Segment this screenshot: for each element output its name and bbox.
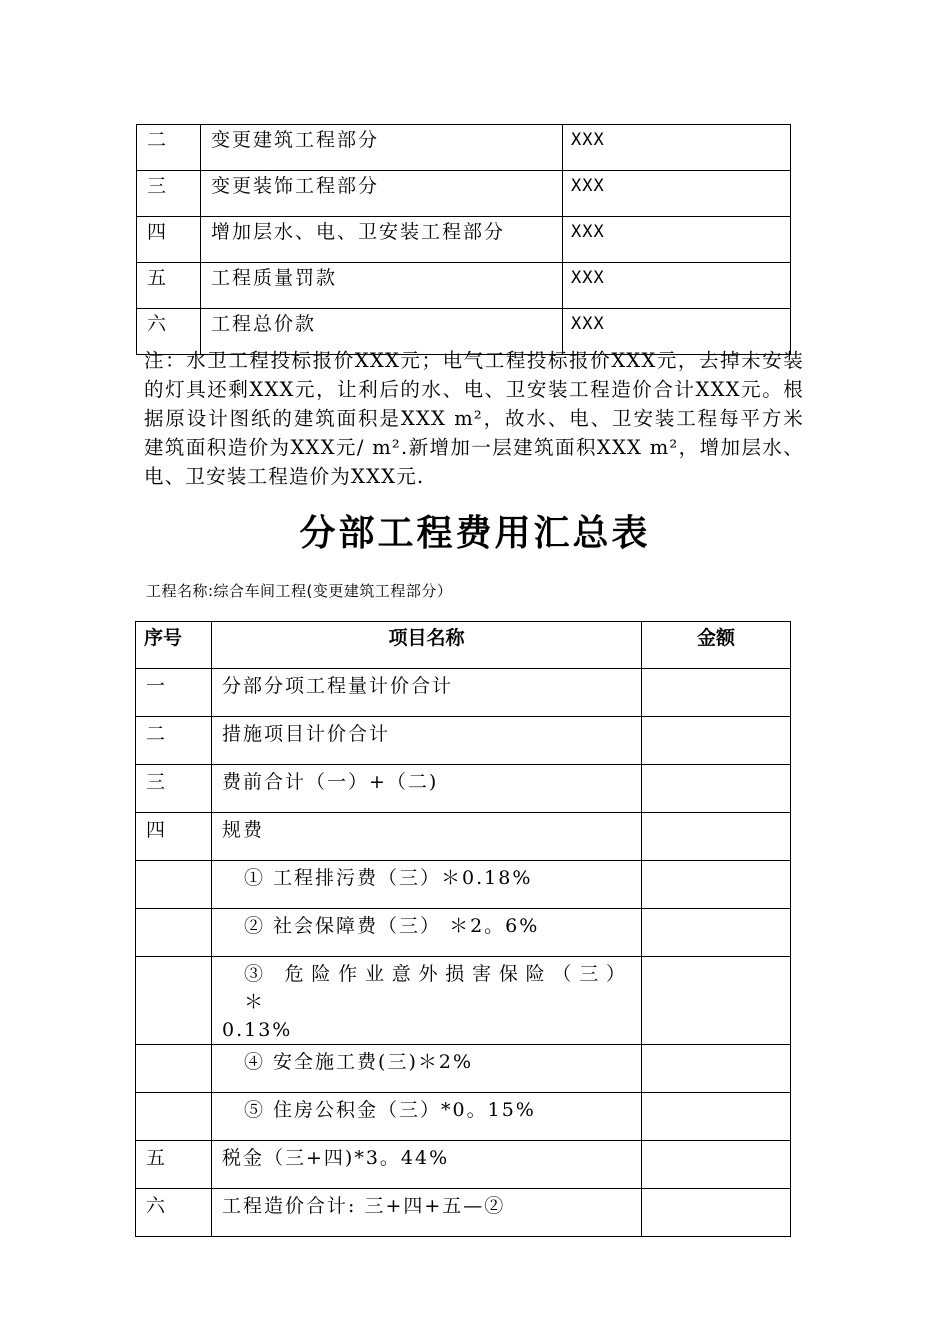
- row-number: 五: [137, 263, 201, 309]
- table-row: [136, 717, 791, 765]
- row-item-name: ② 社会保障费（三） ＊2。6%: [212, 909, 642, 957]
- row-number: 四: [136, 813, 212, 861]
- row-item-name: ⑤ 住房公积金（三）*0。15%: [212, 1093, 642, 1141]
- row-item-name: 税金（三+四)*3。44%: [212, 1141, 642, 1189]
- row-number: 六: [137, 309, 201, 355]
- row-amount: [642, 717, 791, 765]
- row-item-name: 变更建筑工程部分: [201, 125, 563, 171]
- row-number: [136, 861, 212, 909]
- row-item-name: 措施项目计价合计: [212, 717, 642, 765]
- header-number: 序号: [136, 622, 212, 669]
- note-paragraph: 注：水卫工程投标报价XXX元；电气工程投标报价XXX元，去掉未安装的灯具还剩XXX元，让利后的水、电、卫安装工程造价合计XXX元。根据原设计图纸的建筑面积是XXX m²，故水、电、卫安装工程每平方米建筑面积造价为XXX元/ m².新增加一层建筑面积XXX m²，增加层水、电、卫安装工程造价为XXX元.: [144, 349, 804, 488]
- cost-summary-table-continued: [136, 124, 791, 355]
- row-amount: [642, 1093, 791, 1141]
- row-item-name: 规费: [212, 813, 642, 861]
- row-number: 三: [137, 171, 201, 217]
- row-number: 六: [136, 1189, 212, 1237]
- table-row: [137, 125, 791, 171]
- cost-summary-table: [135, 621, 791, 1237]
- table-row: [136, 669, 791, 717]
- table-row: [136, 1093, 791, 1141]
- row-item-name: 分部分项工程量计价合计: [212, 669, 642, 717]
- row-number: 二: [136, 717, 212, 765]
- row-amount: XXX: [563, 309, 791, 355]
- row-number: 五: [136, 1141, 212, 1189]
- row-item-name: 增加层水、电、卫安装工程部分: [201, 217, 563, 263]
- row-amount: [642, 813, 791, 861]
- row-item-name: 工程造价合计: 三+四+五—②: [212, 1189, 642, 1237]
- table-row: [136, 909, 791, 957]
- row-item-name: ④ 安全施工费(三)＊2%: [212, 1045, 642, 1093]
- row-number: [136, 909, 212, 957]
- row-amount: XXX: [563, 263, 791, 309]
- row-item-name: ① 工程排污费（三）＊0.18%: [212, 861, 642, 909]
- row-item-name-continued: 0.13%: [222, 1019, 293, 1041]
- project-name: 工程名称:综合车间工程(变更建筑工程部分）: [146, 582, 453, 600]
- row-number: 二: [137, 125, 201, 171]
- row-item-name: 费前合计（一）+（二): [212, 765, 642, 813]
- table-row: [137, 171, 791, 217]
- row-amount: [642, 765, 791, 813]
- table-row: [136, 861, 791, 909]
- row-item-name: 变更装饰工程部分: [201, 171, 563, 217]
- row-amount: XXX: [563, 217, 791, 263]
- table-row: [137, 263, 791, 309]
- header-item-name: 项目名称: [212, 622, 642, 669]
- row-item-name-cell: [212, 957, 642, 1045]
- row-item-name: ③ 危险作业意外损害保险（三）＊: [244, 963, 631, 1013]
- row-amount: XXX: [563, 171, 791, 217]
- table-row: [136, 957, 791, 1045]
- table-header-row: [136, 622, 791, 669]
- table-row: [137, 217, 791, 263]
- row-number: 一: [136, 669, 212, 717]
- row-amount: [642, 1189, 791, 1237]
- row-item-name: 工程质量罚款: [201, 263, 563, 309]
- row-number: [136, 957, 212, 1045]
- row-amount: XXX: [563, 125, 791, 171]
- table-row: [136, 1141, 791, 1189]
- row-amount: [642, 1141, 791, 1189]
- table-row: [136, 1189, 791, 1237]
- row-number: [136, 1045, 212, 1093]
- table-row: [136, 765, 791, 813]
- row-item-name: 工程总价款: [201, 309, 563, 355]
- row-number: 三: [136, 765, 212, 813]
- row-number: [136, 1093, 212, 1141]
- row-amount: [642, 1045, 791, 1093]
- row-amount: [642, 861, 791, 909]
- row-amount: [642, 909, 791, 957]
- table-row: [136, 813, 791, 861]
- table-row: [136, 1045, 791, 1093]
- header-amount: 金额: [642, 622, 791, 669]
- row-number: 四: [137, 217, 201, 263]
- page-title: 分部工程费用汇总表: [299, 513, 651, 553]
- row-amount: [642, 957, 791, 1045]
- row-amount: [642, 669, 791, 717]
